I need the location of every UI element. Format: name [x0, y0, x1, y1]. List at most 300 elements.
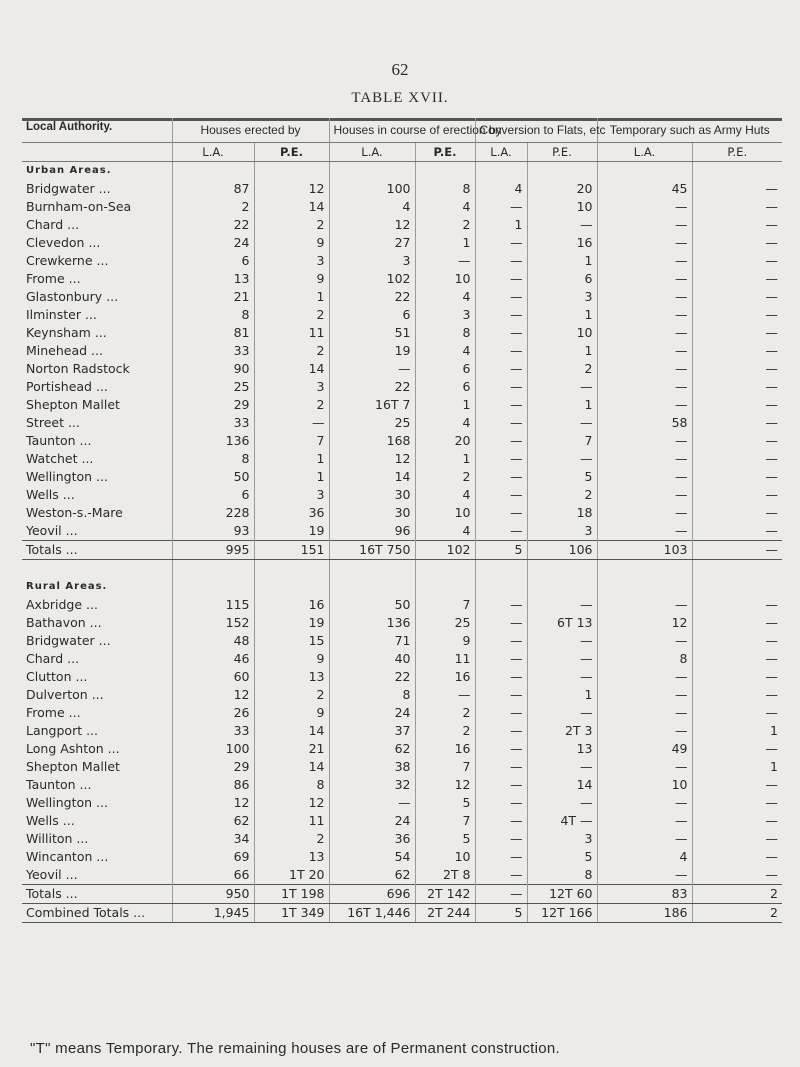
table-row — [22, 848, 782, 866]
cell-value: — — [475, 270, 527, 288]
authority-name: Wells ... — [26, 487, 75, 502]
cell-value: 33 — [172, 414, 254, 432]
cell-value: 1 — [527, 342, 597, 360]
cell-value: 950 — [172, 885, 254, 904]
cell-value: 37 — [329, 722, 415, 740]
cell-value: — — [527, 668, 597, 686]
authority-name: Bathavon ... — [26, 615, 102, 630]
cell-value: — — [475, 450, 527, 468]
cell-value: 2 — [254, 216, 329, 234]
table-row — [22, 270, 782, 288]
cell-value: 6 — [527, 270, 597, 288]
rural-totals-row — [22, 885, 782, 904]
table-row — [22, 414, 782, 432]
cell-value: — — [692, 541, 782, 560]
table-row — [22, 468, 782, 486]
cell-value: 10 — [415, 504, 475, 522]
cell-value: 24 — [172, 234, 254, 252]
cell-value: 14 — [329, 468, 415, 486]
cell-value: 2 — [415, 722, 475, 740]
cell-value: — — [475, 812, 527, 830]
header-houses-erected: Houses erected by — [172, 118, 329, 143]
cell-value: — — [527, 758, 597, 776]
cell-value: 102 — [329, 270, 415, 288]
cell-value: 9 — [254, 234, 329, 252]
cell-value: 12 — [329, 450, 415, 468]
authority-name: Wellington ... — [26, 795, 108, 810]
table-row — [22, 432, 782, 450]
cell-value: 9 — [254, 704, 329, 722]
cell-value: 9 — [415, 632, 475, 650]
cell-value: 151 — [254, 541, 329, 560]
table-row — [22, 830, 782, 848]
cell-value: 100 — [329, 180, 415, 198]
cell-value: 13 — [254, 848, 329, 866]
cell-value: 30 — [329, 504, 415, 522]
authority-name: Yeovil ... — [26, 867, 78, 882]
cell-value: 46 — [172, 650, 254, 668]
cell-value: — — [597, 396, 692, 414]
cell-value: 1 — [415, 450, 475, 468]
cell-value: — — [475, 758, 527, 776]
cell-value: 29 — [172, 396, 254, 414]
cell-value: 34 — [172, 830, 254, 848]
cell-value: 19 — [329, 342, 415, 360]
cell-value: — — [475, 686, 527, 704]
table-row — [22, 704, 782, 722]
sub-header: P.E. — [692, 143, 782, 162]
authority-name: Ilminster ... — [26, 307, 97, 322]
cell-value: 106 — [527, 541, 597, 560]
cell-value: 66 — [172, 866, 254, 885]
cell-value: 50 — [172, 468, 254, 486]
table-row — [22, 306, 782, 324]
authority-name: Bridgwater ... — [26, 181, 111, 196]
authority-name: Williton ... — [26, 831, 89, 846]
cell-value: 7 — [254, 432, 329, 450]
cell-value: — — [692, 306, 782, 324]
cell-value: — — [475, 198, 527, 216]
cell-value: 14 — [254, 758, 329, 776]
cell-value: — — [692, 252, 782, 270]
table-row — [22, 668, 782, 686]
cell-value: 2 — [254, 306, 329, 324]
cell-value: 6 — [329, 306, 415, 324]
cell-value: 2 — [172, 198, 254, 216]
table-row — [22, 360, 782, 378]
cell-value: — — [597, 486, 692, 504]
authority-name: Clutton ... — [26, 669, 88, 684]
cell-value: — — [692, 216, 782, 234]
cell-value: 12T 166 — [527, 904, 597, 923]
cell-value: 22 — [329, 288, 415, 306]
footnote: "T" means Temporary. The remaining houses are of Permanent construction. — [30, 1040, 560, 1057]
cell-value: — — [475, 468, 527, 486]
authority-name: Combined Totals ... — [22, 904, 172, 923]
combined-totals-row — [22, 904, 782, 923]
table-row — [22, 812, 782, 830]
cell-value: 6 — [415, 360, 475, 378]
cell-value: 11 — [415, 650, 475, 668]
cell-value: — — [527, 794, 597, 812]
authority-name: Portishead ... — [26, 379, 108, 394]
cell-value: 4 — [597, 848, 692, 866]
cell-value: — — [254, 414, 329, 432]
table-row — [22, 396, 782, 414]
cell-value: 5 — [475, 541, 527, 560]
table-row — [22, 596, 782, 614]
cell-value: 62 — [329, 740, 415, 758]
cell-value: — — [415, 686, 475, 704]
cell-value: — — [692, 468, 782, 486]
cell-value: — — [475, 288, 527, 306]
cell-value: 2 — [254, 342, 329, 360]
cell-value: — — [692, 650, 782, 668]
table-row — [22, 288, 782, 306]
cell-value: — — [692, 776, 782, 794]
cell-value: — — [692, 324, 782, 342]
cell-value: 45 — [597, 180, 692, 198]
cell-value: — — [597, 252, 692, 270]
table-row — [22, 342, 782, 360]
authority-name: Norton Radstock — [26, 361, 130, 376]
cell-value: 16 — [254, 596, 329, 614]
header-authority: Local Authority. — [26, 121, 113, 133]
cell-value: 6 — [415, 378, 475, 396]
authority-name: Weston-s.-Mare — [26, 505, 123, 520]
cell-value: — — [692, 632, 782, 650]
cell-value: — — [475, 885, 527, 904]
cell-value: 1 — [254, 468, 329, 486]
cell-value: — — [475, 650, 527, 668]
cell-value: — — [527, 650, 597, 668]
table-row — [22, 740, 782, 758]
cell-value: — — [475, 396, 527, 414]
cell-value: 10 — [527, 198, 597, 216]
cell-value: 11 — [254, 324, 329, 342]
cell-value: 8 — [415, 180, 475, 198]
cell-value: 1 — [527, 686, 597, 704]
cell-value: 8 — [172, 306, 254, 324]
table-row — [22, 450, 782, 468]
cell-value: 4 — [415, 414, 475, 432]
cell-value: 24 — [329, 812, 415, 830]
cell-value: 3 — [329, 252, 415, 270]
cell-value: — — [475, 794, 527, 812]
cell-value: — — [692, 414, 782, 432]
cell-value: 62 — [329, 866, 415, 885]
cell-value: 7 — [415, 758, 475, 776]
cell-value: 16T 750 — [329, 541, 415, 560]
cell-value: 6T 13 — [527, 614, 597, 632]
housing-table — [22, 118, 782, 923]
section-rural — [22, 578, 782, 596]
cell-value: 12T 60 — [527, 885, 597, 904]
authority-name: Street ... — [26, 415, 80, 430]
cell-value: 19 — [254, 614, 329, 632]
cell-value: 2 — [254, 396, 329, 414]
cell-value: — — [692, 396, 782, 414]
cell-value: — — [475, 632, 527, 650]
cell-value: 54 — [329, 848, 415, 866]
authority-name: Watchet ... — [26, 451, 94, 466]
cell-value: — — [475, 704, 527, 722]
cell-value: — — [597, 306, 692, 324]
cell-value: — — [527, 216, 597, 234]
cell-value: 15 — [254, 632, 329, 650]
cell-value: — — [597, 504, 692, 522]
header-houses-in-course: Houses in course of erection by — [329, 118, 475, 143]
cell-value: — — [692, 288, 782, 306]
cell-value: 5 — [475, 904, 527, 923]
cell-value: 16 — [527, 234, 597, 252]
cell-value: 83 — [597, 885, 692, 904]
cell-value: 168 — [329, 432, 415, 450]
authority-name: Shepton Mallet — [26, 397, 120, 412]
cell-value: 12 — [254, 180, 329, 198]
cell-value: — — [597, 342, 692, 360]
cell-value: 3 — [254, 486, 329, 504]
cell-value: 8 — [597, 650, 692, 668]
cell-value: — — [527, 450, 597, 468]
cell-value: 36 — [329, 830, 415, 848]
cell-value: 186 — [597, 904, 692, 923]
cell-value: 16 — [415, 668, 475, 686]
cell-value: 2 — [415, 216, 475, 234]
cell-value: 6 — [172, 252, 254, 270]
cell-value: — — [692, 704, 782, 722]
cell-value: — — [415, 252, 475, 270]
urban-totals-row — [22, 541, 782, 560]
authority-name: Taunton ... — [26, 777, 92, 792]
cell-value: 10 — [597, 776, 692, 794]
cell-value: 81 — [172, 324, 254, 342]
cell-value: 3 — [527, 522, 597, 541]
cell-value: — — [692, 342, 782, 360]
cell-value: 2 — [415, 468, 475, 486]
cell-value: 12 — [172, 686, 254, 704]
cell-value: 87 — [172, 180, 254, 198]
cell-value: — — [692, 830, 782, 848]
authority-name: Frome ... — [26, 271, 81, 286]
table-row — [22, 866, 782, 885]
cell-value: 9 — [254, 650, 329, 668]
table-row — [22, 522, 782, 541]
authority-name: Chard ... — [26, 651, 80, 666]
cell-value: 29 — [172, 758, 254, 776]
cell-value: 4 — [415, 288, 475, 306]
table-row — [22, 180, 782, 198]
cell-value: — — [597, 522, 692, 541]
cell-value: 7 — [527, 432, 597, 450]
cell-value: 1 — [415, 396, 475, 414]
cell-value: 93 — [172, 522, 254, 541]
cell-value: — — [692, 686, 782, 704]
table-row — [22, 486, 782, 504]
cell-value: 4T — — [527, 812, 597, 830]
cell-value: 50 — [329, 596, 415, 614]
cell-value: — — [597, 632, 692, 650]
cell-value: 21 — [172, 288, 254, 306]
cell-value: — — [329, 360, 415, 378]
cell-value: 2 — [692, 904, 782, 923]
cell-value: — — [475, 234, 527, 252]
cell-value: — — [475, 306, 527, 324]
authority-name: Totals ... — [22, 541, 172, 560]
cell-value: 102 — [415, 541, 475, 560]
cell-value: — — [475, 830, 527, 848]
cell-value: 9 — [254, 270, 329, 288]
cell-value: 14 — [254, 722, 329, 740]
cell-value: 96 — [329, 522, 415, 541]
table-row — [22, 614, 782, 632]
cell-value: — — [475, 866, 527, 885]
cell-value: 14 — [254, 198, 329, 216]
sub-header: L.A. — [172, 143, 254, 162]
cell-value: 20 — [415, 432, 475, 450]
table-row — [22, 198, 782, 216]
cell-value: — — [597, 722, 692, 740]
cell-value: — — [475, 252, 527, 270]
cell-value: 27 — [329, 234, 415, 252]
authority-name: Minehead ... — [26, 343, 103, 358]
cell-value: — — [475, 596, 527, 614]
table-row — [22, 758, 782, 776]
cell-value: 13 — [254, 668, 329, 686]
cell-value: — — [597, 758, 692, 776]
cell-value: 5 — [415, 830, 475, 848]
cell-value: 22 — [329, 668, 415, 686]
cell-value: — — [692, 378, 782, 396]
cell-value: 103 — [597, 541, 692, 560]
cell-value: — — [692, 596, 782, 614]
cell-value: 2T 244 — [415, 904, 475, 923]
cell-value: 115 — [172, 596, 254, 614]
cell-value: — — [475, 776, 527, 794]
cell-value: 3 — [415, 306, 475, 324]
cell-value: — — [475, 722, 527, 740]
cell-value: — — [329, 794, 415, 812]
cell-value: 36 — [254, 504, 329, 522]
authority-name: Langport ... — [26, 723, 98, 738]
authority-name: Wincanton ... — [26, 849, 109, 864]
cell-value: — — [527, 596, 597, 614]
authority-name: Yeovil ... — [26, 523, 78, 538]
cell-value: — — [692, 740, 782, 758]
cell-value: 71 — [329, 632, 415, 650]
cell-value: 4 — [415, 522, 475, 541]
cell-value: — — [475, 504, 527, 522]
cell-value: 1 — [415, 234, 475, 252]
cell-value: — — [692, 270, 782, 288]
cell-value: 19 — [254, 522, 329, 541]
cell-value: — — [475, 486, 527, 504]
cell-value: — — [692, 432, 782, 450]
cell-value: — — [692, 486, 782, 504]
cell-value: 33 — [172, 342, 254, 360]
table-row — [22, 216, 782, 234]
cell-value: 4 — [415, 198, 475, 216]
table-row — [22, 776, 782, 794]
cell-value: 2 — [692, 885, 782, 904]
section-label: Urban Areas. — [26, 165, 112, 176]
cell-value: — — [597, 288, 692, 306]
authority-name: Totals ... — [22, 885, 172, 904]
table-row — [22, 722, 782, 740]
cell-value: 20 — [527, 180, 597, 198]
cell-value: 8 — [329, 686, 415, 704]
authority-name: Crewkerne ... — [26, 253, 109, 268]
cell-value: 12 — [172, 794, 254, 812]
cell-value: 16T 7 — [329, 396, 415, 414]
cell-value: 4 — [475, 180, 527, 198]
cell-value: 12 — [415, 776, 475, 794]
cell-value: — — [597, 198, 692, 216]
header-conversion: Conversion to Flats, etc — [475, 118, 597, 143]
cell-value: 12 — [329, 216, 415, 234]
cell-value: — — [597, 686, 692, 704]
cell-value: 22 — [329, 378, 415, 396]
cell-value: 12 — [254, 794, 329, 812]
cell-value: 18 — [527, 504, 597, 522]
cell-value: — — [475, 378, 527, 396]
cell-value: — — [597, 432, 692, 450]
cell-value: 33 — [172, 722, 254, 740]
cell-value: — — [475, 432, 527, 450]
page-number: 62 — [391, 60, 409, 79]
table-row — [22, 252, 782, 270]
cell-value: — — [692, 848, 782, 866]
authority-name: Dulverton ... — [26, 687, 104, 702]
cell-value: 32 — [329, 776, 415, 794]
cell-value: 2 — [527, 486, 597, 504]
cell-value: — — [692, 198, 782, 216]
authority-name: Taunton ... — [26, 433, 92, 448]
cell-value: — — [475, 522, 527, 541]
cell-value: 69 — [172, 848, 254, 866]
cell-value: — — [527, 414, 597, 432]
cell-value: 7 — [415, 812, 475, 830]
table-row — [22, 504, 782, 522]
cell-value: — — [692, 180, 782, 198]
cell-value: 1 — [692, 722, 782, 740]
sub-header: L.A. — [329, 143, 415, 162]
cell-value: 60 — [172, 668, 254, 686]
authority-name: Clevedon ... — [26, 235, 101, 250]
cell-value: — — [475, 614, 527, 632]
cell-value: 2T 3 — [527, 722, 597, 740]
cell-value: — — [475, 848, 527, 866]
cell-value: 11 — [254, 812, 329, 830]
cell-value: 10 — [415, 270, 475, 288]
cell-value: 6 — [172, 486, 254, 504]
cell-value: — — [692, 234, 782, 252]
cell-value: 3 — [254, 252, 329, 270]
cell-value: — — [475, 324, 527, 342]
header-temporary: Temporary such as Army Huts — [597, 118, 782, 143]
cell-value: — — [692, 812, 782, 830]
section-urban — [22, 162, 782, 181]
cell-value: 16 — [415, 740, 475, 758]
cell-value: 62 — [172, 812, 254, 830]
cell-value: — — [692, 614, 782, 632]
cell-value: 3 — [527, 288, 597, 306]
cell-value: 49 — [597, 740, 692, 758]
authority-name: Keynsham ... — [26, 325, 107, 340]
cell-value: 1T 349 — [254, 904, 329, 923]
cell-value: — — [597, 450, 692, 468]
cell-value: 995 — [172, 541, 254, 560]
